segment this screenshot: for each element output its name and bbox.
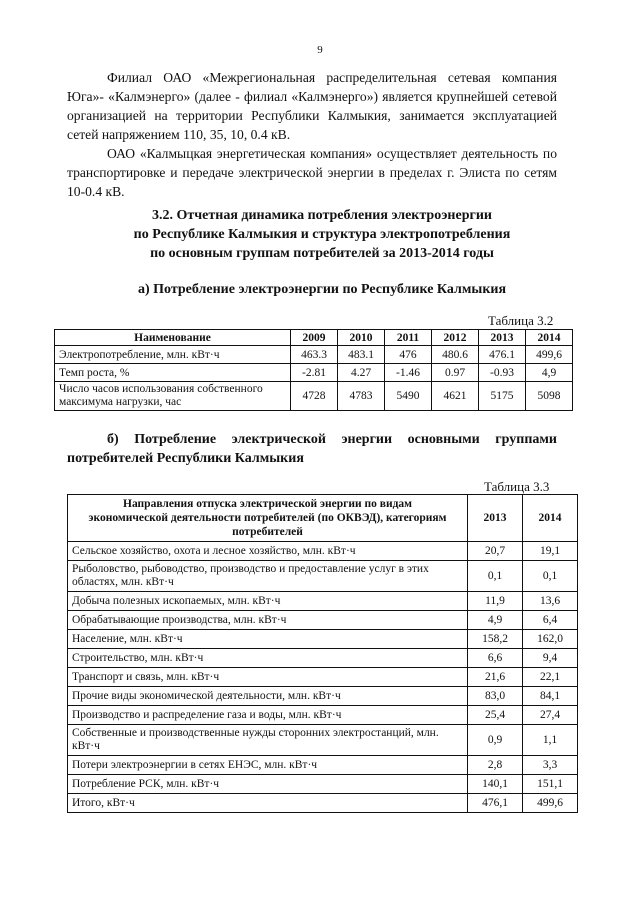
section-title-line: 3.2. Отчетная динамика потребления электроэнергии <box>152 208 492 223</box>
cell-value: 4.27 <box>338 364 385 382</box>
row-label: Собственные и производственные нужды сторонних электростанций, млн. кВт·ч <box>68 725 468 756</box>
cell-value: 476 <box>385 346 432 364</box>
cell-2014: 22,1 <box>523 668 578 687</box>
table-row <box>68 756 578 775</box>
row-label: Транспорт и связь, млн. кВт·ч <box>68 668 468 687</box>
cell-value: 463.3 <box>291 346 338 364</box>
intro-paragraph-2 <box>67 144 557 201</box>
intro-p1-line: компания Юга»- «Калмэнерго» (далее - филиал «Калмэнерго») является <box>67 70 557 104</box>
cell-2014: 151,1 <box>523 775 578 794</box>
intro-p2-line: ОАО «Калмыцкая энергетическая компания» осуществляет <box>107 146 457 161</box>
cell-2013: 20,7 <box>468 542 523 561</box>
cell-2013: 158,2 <box>468 630 523 649</box>
intro-p2-line: деятельность по транспортировке и передаче электрической энергии в <box>67 146 557 180</box>
cell-2014: 499,6 <box>523 794 578 813</box>
column-header: 2010 <box>338 330 385 346</box>
section-title-line: по основным группам потребителей за 2013-2014 годы <box>150 246 494 261</box>
table-row <box>55 382 573 411</box>
cell-value: 4783 <box>338 382 385 411</box>
cell-value: 5175 <box>479 382 526 411</box>
row-label: Обрабатывающие производства, млн. кВт·ч <box>68 611 468 630</box>
row-label: Сельское хозяйство, охота и лесное хозяйство, млн. кВт·ч <box>68 542 468 561</box>
row-label: Добыча полезных ископаемых, млн. кВт·ч <box>68 592 468 611</box>
row-label: Строительство, млн. кВт·ч <box>68 649 468 668</box>
cell-2014: 13,6 <box>523 592 578 611</box>
row-label: Потери электроэнергии в сетях ЕНЭС, млн. кВт·ч <box>68 756 468 775</box>
cell-value: 5098 <box>526 382 573 411</box>
cell-2014: 27,4 <box>523 706 578 725</box>
cell-value: 4621 <box>432 382 479 411</box>
table-row <box>68 725 578 756</box>
section-title <box>67 206 577 263</box>
cell-value: -1.46 <box>385 364 432 382</box>
row-label: Итого, кВт·ч <box>68 794 468 813</box>
table-3-3-caption: Таблица 3.3 <box>484 479 550 494</box>
cell-value: -2.81 <box>291 364 338 382</box>
table-row <box>68 794 578 813</box>
table-3-2-caption: Таблица 3.2 <box>488 313 554 328</box>
column-header: 2012 <box>432 330 479 346</box>
row-label: Рыболовство, рыбоводство, производство и предоставление услуг в этих областях, млн. кВт·ч <box>68 561 468 592</box>
cell-2014: 84,1 <box>523 687 578 706</box>
table-row <box>68 630 578 649</box>
cell-2013: 140,1 <box>468 775 523 794</box>
cell-value: 483.1 <box>338 346 385 364</box>
table-row <box>68 592 578 611</box>
table-3-2 <box>54 329 573 411</box>
subsection-a-title: а) Потребление электроэнергии по Республике Калмыкия <box>137 282 507 297</box>
column-header: 2011 <box>385 330 432 346</box>
cell-2013: 0,1 <box>468 561 523 592</box>
cell-value: 5490 <box>385 382 432 411</box>
column-header: 2009 <box>291 330 338 346</box>
cell-2013: 2,8 <box>468 756 523 775</box>
cell-2013: 0,9 <box>468 725 523 756</box>
cell-value: 4728 <box>291 382 338 411</box>
table-row <box>68 775 578 794</box>
cell-value: 0.97 <box>432 364 479 382</box>
cell-2013: 11,9 <box>468 592 523 611</box>
table-row <box>68 668 578 687</box>
column-header: 2013 <box>468 495 523 542</box>
cell-2014: 9,4 <box>523 649 578 668</box>
page-number: 9 <box>317 44 323 56</box>
row-label: Население, млн. кВт·ч <box>68 630 468 649</box>
table-3-3 <box>67 494 578 813</box>
row-label: Потребление РСК, млн. кВт·ч <box>68 775 468 794</box>
cell-2014: 162,0 <box>523 630 578 649</box>
table-header-row <box>55 330 573 346</box>
cell-2013: 83,0 <box>468 687 523 706</box>
row-label: Число часов использования собственного максимума нагрузки, час <box>55 382 291 411</box>
column-header: Направления отпуска электрической энергии по видам экономической деятельности потребителей (по ОКВЭД), категориям потребителей <box>68 495 468 542</box>
table-row <box>55 364 573 382</box>
column-header: Наименование <box>55 330 291 346</box>
row-label: Электропотребление, млн. кВт·ч <box>55 346 291 364</box>
column-header: 2014 <box>526 330 573 346</box>
cell-value: 499,6 <box>526 346 573 364</box>
subsection-b-title <box>67 430 557 468</box>
cell-value: 4,9 <box>526 364 573 382</box>
intro-p1-line: занимается эксплуатацией сетей напряжением 110, 35, 10, 0.4 кВ. <box>67 108 558 142</box>
cell-value: 480.6 <box>432 346 479 364</box>
row-label: Прочие виды экономической деятельности, млн. кВт·ч <box>68 687 468 706</box>
row-label: Производство и распределение газа и воды, млн. кВт·ч <box>68 706 468 725</box>
intro-p2-line: пределах г. Элиста по сетям 10-0.4 кВ. <box>67 165 557 199</box>
cell-value: -0.93 <box>479 364 526 382</box>
table-row <box>68 687 578 706</box>
table-row <box>68 649 578 668</box>
intro-p1-line: крупнейшей сетевой организацией на территории Республики Калмыкия, <box>67 89 557 123</box>
cell-2013: 21,6 <box>468 668 523 687</box>
column-header: 2013 <box>479 330 526 346</box>
table-row <box>68 561 578 592</box>
cell-2013: 4,9 <box>468 611 523 630</box>
cell-2014: 19,1 <box>523 542 578 561</box>
cell-2013: 6,6 <box>468 649 523 668</box>
section-title-line: по Республике Калмыкия и структура электропотребления <box>133 227 511 242</box>
table-header-row <box>68 495 578 542</box>
cell-2014: 1,1 <box>523 725 578 756</box>
column-header: 2014 <box>523 495 578 542</box>
table-row <box>68 611 578 630</box>
cell-2014: 3,3 <box>523 756 578 775</box>
cell-2014: 6,4 <box>523 611 578 630</box>
intro-paragraph-1 <box>67 68 557 144</box>
row-label: Темп роста, % <box>55 364 291 382</box>
table-row <box>55 346 573 364</box>
cell-2013: 25,4 <box>468 706 523 725</box>
subsection-b-line: потребителей Республики Калмыкия <box>67 451 304 466</box>
table-row <box>68 542 578 561</box>
cell-2013: 476,1 <box>468 794 523 813</box>
cell-2014: 0,1 <box>523 561 578 592</box>
intro-p1-line: Филиал ОАО «Межрегиональная распределительная сетевая <box>107 70 491 85</box>
cell-value: 476.1 <box>479 346 526 364</box>
table-row <box>68 706 578 725</box>
subsection-b-line: б) Потребление электрической энергии основными группами <box>107 432 557 447</box>
